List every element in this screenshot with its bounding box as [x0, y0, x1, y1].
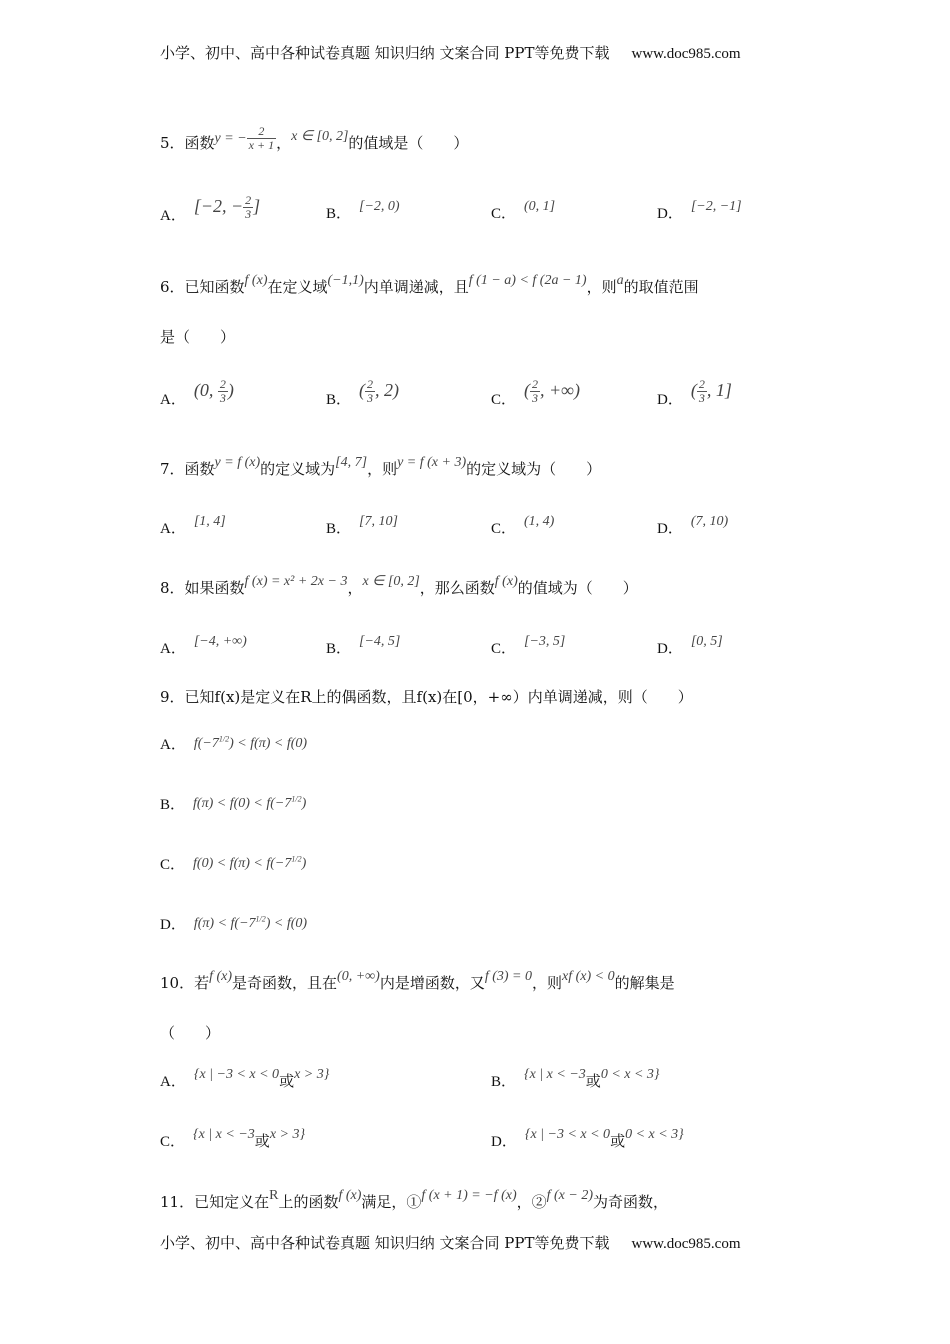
- q7-g: y = f (x + 3): [397, 455, 467, 470]
- q8-f: f (x) = x² + 2x − 3: [244, 574, 348, 589]
- q6-stem-d: ，则: [586, 278, 617, 296]
- q7-option-c[interactable]: [491, 514, 555, 538]
- q6-option-d[interactable]: [657, 377, 732, 413]
- q5-sep: ，: [276, 133, 292, 152]
- q10-b-value-2: 0 < x < 3}: [600, 1067, 660, 1082]
- q5-c-label: C．: [491, 206, 517, 222]
- q10-option-a[interactable]: [160, 1067, 330, 1091]
- q8-domain: x ∈ [0, 2]: [362, 574, 420, 589]
- question-9: [160, 686, 693, 707]
- q10-option-c[interactable]: [160, 1127, 306, 1151]
- q8-a-value: [−4, +∞): [193, 634, 247, 649]
- q5-formula: y = − $\frac{2}{x + 1}$: [214, 124, 275, 153]
- q8-stem-b: ，那么函数: [419, 579, 495, 597]
- header-text: 小学、初中、高中各种试卷真题 知识归纳 文案合同 PPT等免费下载: [160, 44, 610, 62]
- q5-option-a[interactable]: [160, 193, 261, 229]
- q8-sep: ，: [347, 579, 363, 597]
- q10-c-label: C．: [160, 1134, 186, 1150]
- q9-option-a[interactable]: [160, 733, 307, 754]
- q8-a-label: A．: [160, 641, 186, 657]
- q10-option-d[interactable]: [491, 1127, 684, 1151]
- q8-option-d[interactable]: [657, 634, 723, 658]
- q6-c-label: C．: [491, 391, 517, 408]
- q8-stem-c: 的值域为（ ）: [517, 579, 638, 597]
- q5-option-c[interactable]: [491, 199, 556, 223]
- q5-a-value: [−2, − $\frac{2}{3}$ ]: [193, 193, 261, 222]
- footer-site[interactable]: www.doc985.com: [631, 1236, 741, 1252]
- q8-stem: 8．如果函数: [160, 579, 245, 597]
- q11-stem-d: ，②: [516, 1193, 547, 1211]
- q5-stem-b: 的值域是（ ）: [348, 133, 469, 152]
- q5-c-value: (0, 1]: [524, 199, 556, 214]
- q9-a-label: A．: [160, 737, 186, 753]
- question-7: [160, 455, 602, 479]
- q10-c-value-2: x > 3}: [269, 1127, 306, 1142]
- q7-domain: [4, 7]: [335, 455, 368, 470]
- q8-d-label: D．: [657, 641, 683, 657]
- page-header: [160, 42, 741, 63]
- q6-inequality: f (1 − a) < f (2a − 1): [468, 273, 587, 288]
- q5-b-label: B．: [326, 206, 352, 222]
- q10-condition: f (3) = 0: [484, 969, 532, 984]
- q9-option-c[interactable]: [160, 853, 306, 874]
- q7-stem-c: ，则: [367, 460, 398, 478]
- q5-stem: 5．函数: [160, 133, 215, 152]
- q11-stem-e: 为奇函数，: [593, 1193, 669, 1211]
- q7-option-b[interactable]: [326, 514, 398, 538]
- q9-b-value: $f(\pi) < f(0) < f(-7^{1/2})$: [193, 794, 307, 811]
- q5-a-label: A．: [160, 207, 186, 224]
- q6-domain: (−1,1): [327, 273, 364, 288]
- question-5: [160, 124, 469, 158]
- q10-d-value-2: 0 < x < 3}: [625, 1127, 684, 1142]
- q9-option-b[interactable]: [160, 793, 306, 814]
- q10-b-label: B．: [491, 1074, 517, 1090]
- q7-stem: 7．函数: [160, 460, 215, 478]
- q11-f: f (x): [338, 1188, 362, 1203]
- q10-a-label: A．: [160, 1074, 186, 1090]
- q10-d-label: D．: [491, 1134, 517, 1150]
- q10-a-value-2: x > 3}: [294, 1067, 330, 1082]
- q8-b-value: [−4, 5]: [359, 634, 401, 649]
- q7-c-value: (1, 4): [524, 514, 555, 529]
- q6-stem-e: 的取值范围: [623, 278, 699, 296]
- q7-stem-d: 的定义域为（ ）: [466, 460, 602, 478]
- q9-a-value: $f(-7^{1/2}) < f(\pi) < f(0)$: [193, 734, 308, 751]
- q7-d-label: D．: [657, 521, 683, 537]
- q6-option-b[interactable]: [326, 377, 400, 413]
- q6-a: a: [616, 273, 624, 288]
- q6-d-label: D．: [657, 391, 683, 408]
- q11-stem: 11．已知定义在: [160, 1193, 270, 1211]
- q8-d-value: [0, 5]: [690, 634, 723, 649]
- q6-stem-c: 内单调递减，且: [363, 278, 469, 296]
- q9-d-value: $f(\pi) < f(-7^{1/2}) < f(0)$: [193, 914, 308, 931]
- q10-inequality: xf (x) < 0: [562, 969, 615, 984]
- question-10-line2: [160, 1022, 220, 1043]
- q8-b-label: B．: [326, 641, 352, 657]
- q10-a-value-1: {x | −3 < x < 0: [193, 1067, 280, 1082]
- q10-line2: （ ）: [160, 1024, 221, 1042]
- q11-stem-c: 满足，①: [361, 1193, 422, 1211]
- q10-b-or: 或: [585, 1072, 601, 1090]
- question-10: [160, 969, 675, 993]
- q9-stem: 9．已知f(x)是定义在R上的偶函数，且f(x)在[0，+∞）内单调递减，则（ ）: [160, 688, 693, 706]
- q7-a-label: A．: [160, 521, 186, 537]
- q6-b-label: B．: [326, 391, 352, 408]
- q10-f: f (x): [209, 969, 233, 984]
- q6-stem: 6．已知函数: [160, 278, 245, 296]
- question-6: [160, 273, 699, 297]
- q7-d-value: (7, 10): [690, 514, 729, 529]
- q6-b-value: ( $\frac{2}{3}$ , 2): [359, 377, 400, 406]
- q5-d-label: D．: [657, 206, 683, 222]
- q10-option-b[interactable]: [491, 1067, 660, 1091]
- q10-stem: 10．若: [160, 974, 210, 992]
- q9-c-label: C．: [160, 857, 186, 873]
- q10-a-or: 或: [279, 1072, 295, 1090]
- q10-b-value-1: {x | x < −3: [524, 1067, 586, 1082]
- q6-option-c[interactable]: [491, 377, 580, 413]
- question-8: [160, 574, 638, 598]
- question-11: [160, 1188, 669, 1212]
- page-footer: [160, 1232, 741, 1253]
- q6-a-value: (0, $\frac{2}{3}$ ): [193, 377, 234, 406]
- q11-r: R: [269, 1188, 279, 1203]
- q10-domain: (0, +∞): [337, 969, 380, 984]
- q10-d-or: 或: [610, 1132, 626, 1150]
- q7-stem-b: 的定义域为: [260, 460, 336, 478]
- q10-d-value-1: {x | −3 < x < 0: [524, 1127, 611, 1142]
- q10-c-or: 或: [254, 1132, 270, 1150]
- q6-stem-b: 在定义域: [267, 278, 328, 296]
- q10-stem-b: 是奇函数，且在: [232, 974, 338, 992]
- q10-stem-e: 的解集是: [614, 974, 675, 992]
- q10-c-value-1: {x | x < −3: [193, 1127, 255, 1142]
- q7-f: y = f (x): [214, 455, 261, 470]
- q5-domain: x ∈ [0, 2]: [291, 128, 349, 144]
- q5-option-b[interactable]: [326, 199, 400, 223]
- q6-line2: 是（ ）: [160, 328, 236, 346]
- q6-c-value: ( $\frac{2}{3}$ , +∞): [524, 377, 580, 406]
- q11-condition-1: f (x + 1) = −f (x): [421, 1188, 517, 1203]
- q8-fx: f (x): [494, 574, 518, 589]
- q11-condition-2: f (x − 2): [546, 1188, 593, 1203]
- q10-stem-d: ，则: [532, 974, 563, 992]
- q10-stem-c: 内是增函数，又: [379, 974, 485, 992]
- q6-f: f (x): [244, 273, 268, 288]
- q5-option-d[interactable]: [657, 199, 742, 223]
- q8-option-c[interactable]: [491, 634, 566, 658]
- header-site[interactable]: www.doc985.com: [631, 46, 741, 62]
- q8-option-b[interactable]: [326, 634, 401, 658]
- q9-d-label: D．: [160, 917, 186, 933]
- q6-d-value: ( $\frac{2}{3}$ , 1]: [690, 377, 732, 406]
- q6-option-a[interactable]: [160, 377, 234, 413]
- q7-option-d[interactable]: [657, 514, 729, 538]
- q5-d-value: [−2, −1]: [690, 199, 742, 214]
- question-6-line2: [160, 326, 235, 347]
- q9-b-label: B．: [160, 797, 186, 813]
- q8-c-label: C．: [491, 641, 517, 657]
- q7-b-value: [7, 10]: [359, 514, 398, 529]
- footer-text: 小学、初中、高中各种试卷真题 知识归纳 文案合同 PPT等免费下载: [160, 1234, 610, 1252]
- q6-a-label: A．: [160, 391, 186, 408]
- q8-c-value: [−3, 5]: [524, 634, 566, 649]
- q8-option-a[interactable]: [160, 634, 247, 658]
- q7-c-label: C．: [491, 521, 517, 537]
- q9-option-d[interactable]: [160, 913, 307, 934]
- q5-b-value: [−2, 0): [359, 199, 400, 214]
- q7-option-a[interactable]: [160, 514, 226, 538]
- q11-stem-b: 上的函数: [278, 1193, 339, 1211]
- q9-c-value: $f(0) < f(\pi) < f(-7^{1/2})$: [193, 854, 307, 871]
- q7-a-value: [1, 4]: [193, 514, 226, 529]
- q7-b-label: B．: [326, 521, 352, 537]
